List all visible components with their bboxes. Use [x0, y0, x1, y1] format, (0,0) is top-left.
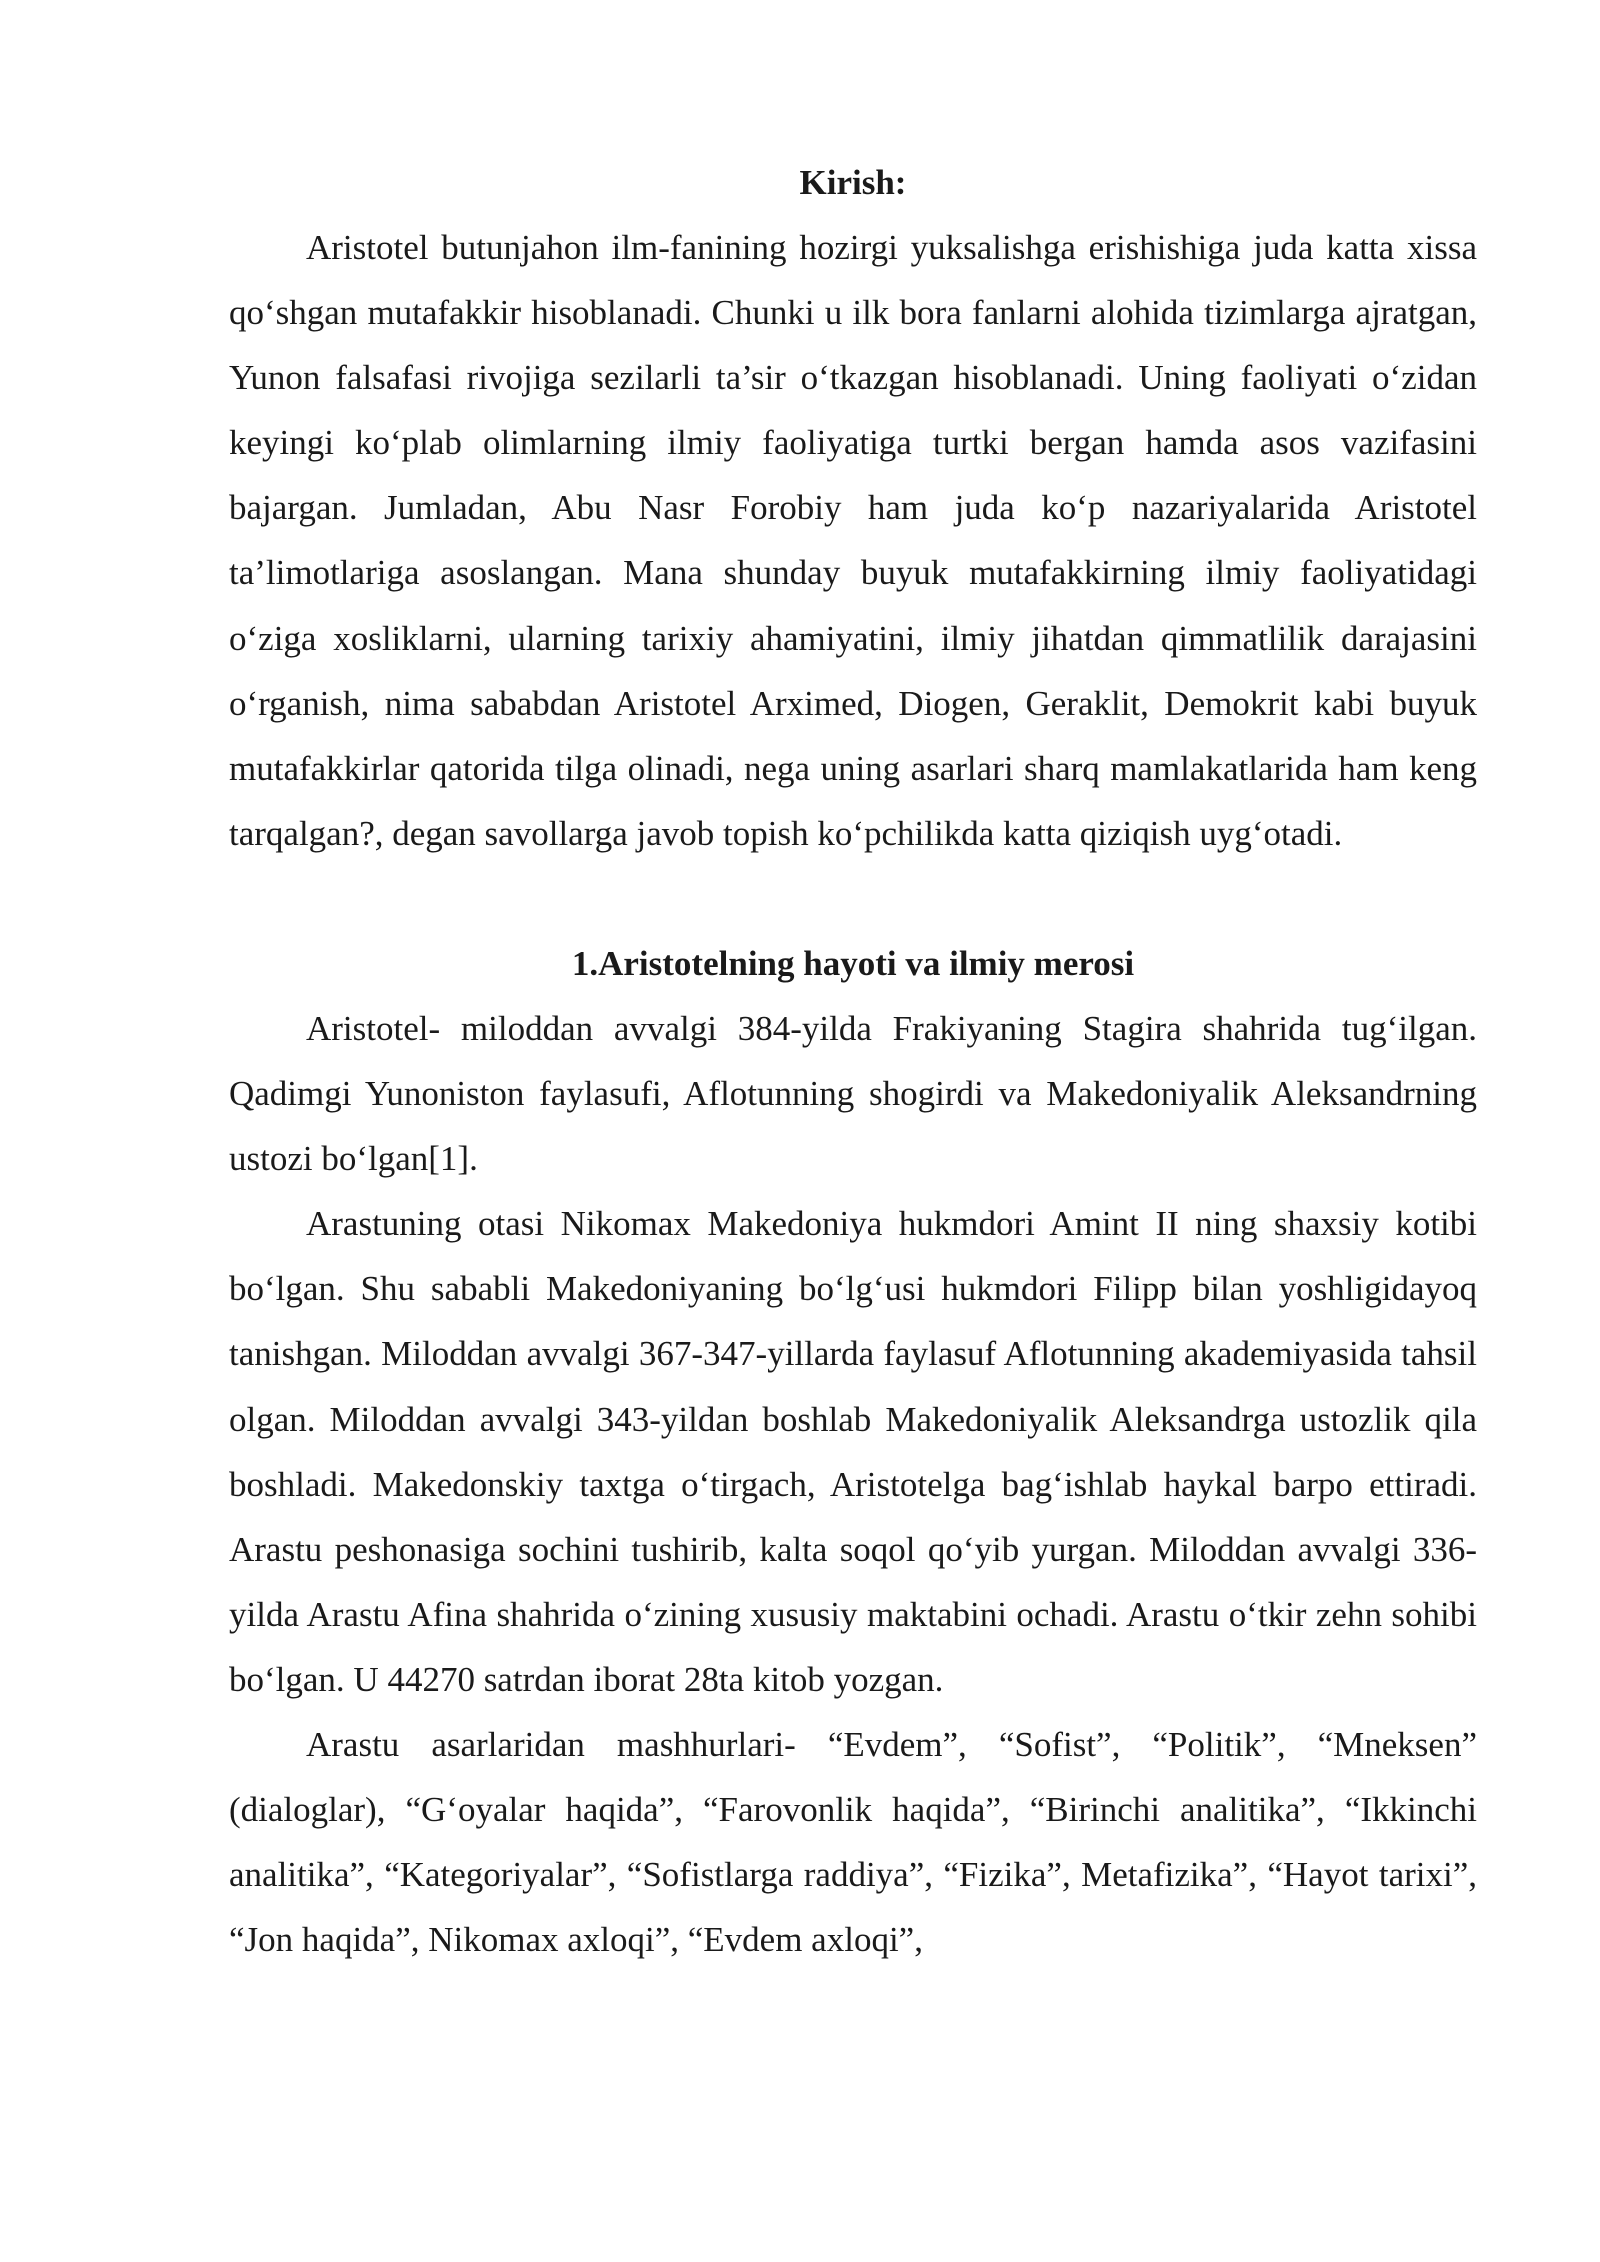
section1-paragraph-1: Aristotel- miloddan avvalgi 384-yilda Frakiyaning Stagira shahrida tug‘ilgan. Qadimgi Yunoniston faylasufi, Aflotunning shogirdi va Makedoniyalik Aleksandrning ustozi bo‘lgan[1]. [229, 1008, 1477, 1179]
section1-heading: 1.Aristotelning hayoti va ilmiy merosi [571, 943, 1135, 983]
section1-paragraph-2: Arastuning otasi Nikomax Makedoniya hukmdori Amint II ning shaxsiy kotibi bo‘lgan. Shu sababli Makedoniyaning bo‘lg‘usi hukmdori Filipp bilan yoshligidayoq tanishgan. Miloddan avvalgi 367-347-yillarda faylasuf Aflotunning akademiyasida tahsil olgan. Miloddan avvalgi 343-yildan boshlab Makedoniyalik Aleksandrga ustozlik qila boshladi. Makedonskiy taxtga o‘tirgach, Aristotelga bag‘ishlab haykal barpo ettiradi. Arastu peshonasiga sochini tushirib, kalta soqol qo‘yib yurgan. Miloddan avvalgi 336-yilda Arastu Afina shahrida o‘zining xususiy maktabini ochadi. Arastu o‘tkir zehn sohibi bo‘lgan. U 44270 satrdan iborat 28ta kitob yozgan. [229, 1204, 1477, 1699]
document-page [229, 150, 1477, 1972]
intro-paragraph: Aristotel butunjahon ilm-fanining hozirgi yuksalishga erishishiga juda katta xissa qo‘shgan mutafakkir hisoblanadi. Chunki u ilk bora fanlarni alohida tizimlarga ajratgan, Yunon falsafasi rivojiga sezilarli ta’sir o‘tkazgan hisoblanadi. Uning faoliyati o‘zidan keyingi ko‘plab olimlarning ilmiy faoliyatiga turtki bergan hamda asos vazifasini bajargan. Jumladan, Abu Nasr Forobiy ham juda ko‘p nazariyalarida Aristotel ta’limotlariga asoslangan. Mana shunday buyuk mutafakkirning ilmiy faoliyatidagi o‘ziga xosliklarni, ularning tarixiy ahamiyatini, ilmiy jihatdan qimmatlilik darajasini o‘rganish, nima sababdan Aristotel Arximed, Diogen, Geraklit, Demokrit kabi buyuk mutafakkirlar qatorida tilga olinadi, nega uning asarlari sharq mamlakatlarida ham keng tarqalgan?, degan savollarga javob topish ko‘pchilikda katta qiziqish uyg‘otadi. [229, 228, 1477, 853]
section-spacer [229, 866, 1477, 931]
section1-paragraph-3: Arastu asarlaridan mashhurlari- “Evdem”, “Sofist”, “Politik”, “Mneksen” (dialoglar), “G‘oyalar haqida”, “Farovonlik haqida”, “Birinchi analitika”, “Ikkinchi analitika”, “Kategoriyalar”, “Sofistlarga raddiya”, “Fizika”, Metafizika”, “Hayot tarixi”, “Jon haqida”, Nikomax axloqi”, “Evdem axloqi”, [229, 1724, 1477, 1960]
intro-heading: Kirish: [799, 163, 907, 202]
